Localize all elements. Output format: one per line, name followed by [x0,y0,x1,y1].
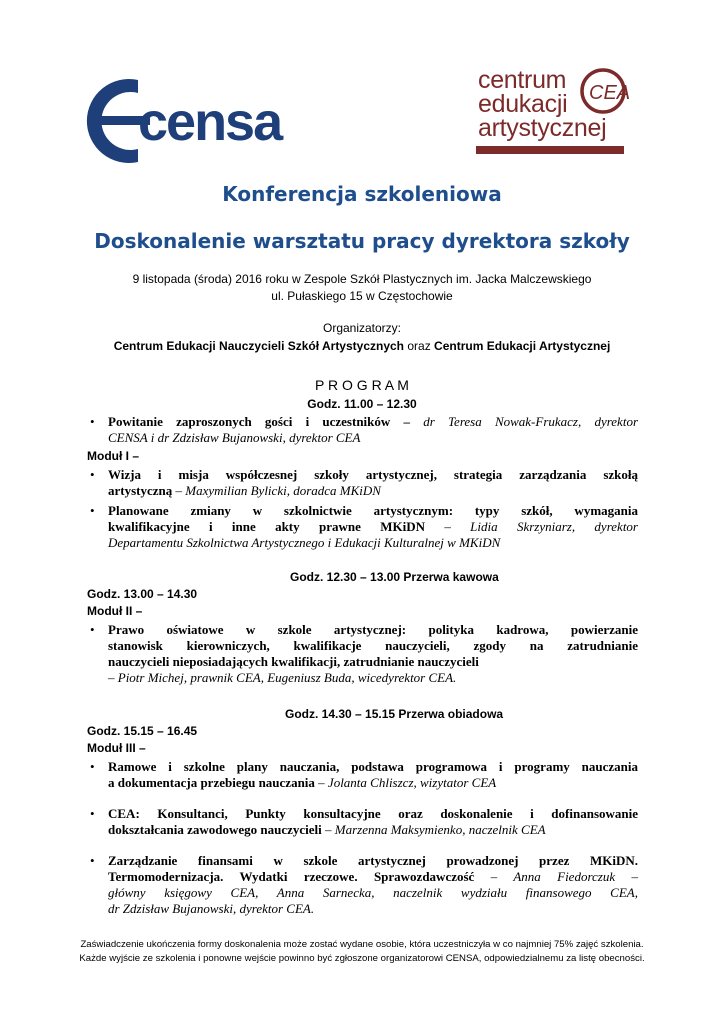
m1-item2-line1: Planowane zmiany w szkolnictwie artystycznym: typy szkół, wymagania [108,503,638,518]
m3-item1-line2-ital: – Jolanta Chliszcz, wizytator CEA [314,775,497,790]
m3-item2-line2-bold: dokształcania zawodowego nauczycieli [108,822,322,837]
cea-logo [476,66,631,158]
list-item-opening: • Powitanie zaproszonych gości i uczestników – dr Teresa Nowak-Frukacz, dyrektor CENSA i dr Zdzisław Bujanowski, dyrektor CEA [90,414,639,445]
opening-time: Godz. 11.00 – 12.30 [307,397,417,411]
list-item-module-1-1: • Wizja i misja współczesnej szkoły artystycznej, strategia zarządzania szkołą artystyczną – Maxymilian Bylicki, doradca MKiDN [90,467,638,498]
organizer-2: Centrum Edukacji Artystycznej [434,339,611,353]
organizers-line [0,338,724,354]
module-3-time: Godz. 15.15 – 16.45 [87,724,198,738]
opening-speakers-1: dr Teresa Nowak-Frukacz, dyrektor [410,414,639,429]
break-1: Godz. 12.30 – 13.00 Przerwa kawowa [290,570,499,584]
cea-mark-icon [578,66,631,116]
m3-item3-line2-ital: – Anna Fiedorczuk – [474,869,638,884]
list-item-module-2-1: • Prawo oświatowe w szkole artystycznej: polityka kadrowa, powierzanie stanowisk kierowniczych, kwalifikacje nauczycieli, zgody na zatrudnianie nauczycieli nieposiadających kwalifikacji, zatrudnianie nauczycieli – Piotr Michej, prawnik CEA, Eugeniusz Buda, wicedyrektor CEA. [90,622,638,685]
footer-line-1: Zaświadczenie ukończenia formy doskonalenia może zostać wydane osobie, która uczestniczyła w co najmniej 75% zajęć szkolenia. [80,939,644,950]
address-line: ul. Pułaskiego 15 w Częstochowie [271,289,453,303]
program-heading: P R O G R A M [315,377,409,393]
list-item-module-3-3: • Zarządzanie finansami w szkole artystycznej prowadzonej przez MKiDN. Termomodernizacja. Wydatki rzeczowe. Sprawozdawczość – Anna Fiedorczuk – główny księgowy CEA, Anna Sarnecka, naczelnik wydziału finansowego CEA, dr Zdzisław Bujanowski, dyrektor CEA. [90,853,638,916]
list-item-module-3-1: • Ramowe i szkolne plany nauczania, podstawa programowa i programy nauczania a dokumentacja przebiegu nauczania – Jolanta Chliszcz, wizytator CEA [90,759,638,790]
m1-item2-line2-ital: – Lidia Skrzyniarz, dyrektor [424,519,638,534]
organizers-conj: oraz [404,339,435,353]
list-item-module-3-2: • CEA: Konsultanci, Punkty konsultacyjne oraz doskonalenie i dofinansowanie dokształcania zawodowego nauczycieli – Marzenna Maksymienko, naczelnik CEA [90,806,638,837]
censa-logo-text: censa [138,92,282,152]
date-line: 9 listopada (środa) 2016 roku w Zespole Szkół Plastycznych im. Jacka Malczewskiego [132,272,592,286]
m3-item3-line4: dr Zdzisław Bujanowski, dyrektor CEA. [108,901,315,916]
organizer-1: Centrum Edukacji Nauczycieli Szkół Artystycznych [113,339,405,353]
m3-item3-line2-bold: Termomodernizacja. Wydatki rzeczowe. Sprawozdawczość [108,869,475,884]
module-2-label: Moduł II – [87,604,143,618]
cea-logo-line-3: artystycznej [478,114,607,142]
m3-item2-line2-ital: – Marzenna Maksymienko, naczelnik CEA [321,822,546,837]
opening-title: Powitanie zaproszonych gości i uczestników – [108,414,411,429]
m2-item1-line1: Prawo oświatowe w szkole artystycznej: polityka kadrowa, powierzanie [108,622,638,637]
module-2-time: Godz. 13.00 – 14.30 [87,587,198,601]
m1-item1-line1: Wizja i misja współczesnej szkoły artystycznej, strategia zarządzania szkołą [108,467,638,482]
m1-item2-line2-bold: kwalifikacyjne i inne akty prawne MKiDN [108,519,425,534]
m1-item1-line2-ital: – Maxymilian Bylicki, doradca MKiDN [172,483,381,498]
m3-item1-line2-bold: a dokumentacja przebiegu nauczania [108,775,315,790]
m3-item3-line1: Zarządzanie finansami w szkole artystycznej prowadzonej przez MKiDN. [108,853,638,868]
m2-item1-line4: – Piotr Michej, prawnik CEA, Eugeniusz Buda, wicedyrektor CEA. [108,670,457,685]
opening-speakers-2: CENSA i dr Zdzisław Bujanowski, dyrektor CEA [108,430,361,445]
page-subtitle: Doskonalenie warsztatu pracy dyrektora szkoły [94,229,630,253]
m3-item2-line1: CEA: Konsultanci, Punkty konsultacyjne oraz doskonalenie i dofinansowanie [108,806,638,821]
module-3-label: Moduł III – [87,741,146,755]
page-title: Konferencja szkoleniowa [222,182,502,206]
m2-item1-line3: nauczycieli nieposiadających kwalifikacji, zatrudnianie nauczycieli [108,654,479,669]
m2-item1-line2: stanowisk kierowniczych, kwalifikacje nauczycieli, zgody na zatrudnianie [108,638,638,653]
m1-item2-line3: Departamentu Szkolnictwa Artystycznego i Edukacji Kulturalnej w MKiDN [108,535,501,550]
module-1-label: Moduł I – [87,449,139,463]
cea-logo-bar [476,146,624,154]
m3-item3-line3: główny księgowy CEA, Anna Sarnecka, naczelnik wydziału finansowego CEA, [108,885,638,900]
m1-item1-line2-bold: artystyczną [108,483,173,498]
cea-mark-text: CEA [589,82,631,104]
list-item-module-1-2: • Planowane zmiany w szkolnictwie artystycznym: typy szkół, wymagania kwalifikacyjne i inne akty prawne MKiDN – Lidia Skrzyniarz, dyrektor Departamentu Szkolnictwa Artystycznego i Edukacji Kulturalnej w MKiDN [90,503,638,550]
organizers-label: Organizatorzy: [322,321,402,335]
censa-logo [92,76,282,166]
break-2: Godz. 14.30 – 15.15 Przerwa obiadowa [285,707,504,721]
m3-item1-line1: Ramowe i szkolne plany nauczania, podstawa programowa i programy nauczania [108,759,638,774]
cea-logo-line-1: centrum [478,66,567,94]
cea-logo-line-2: edukacji [478,90,568,118]
footer-line-2: Każde wyjście ze szkolenia i ponowne wejście powinno być zgłoszone organizatorowi CENSA, odpowiedzialnemu za listę obecności. [79,953,645,964]
